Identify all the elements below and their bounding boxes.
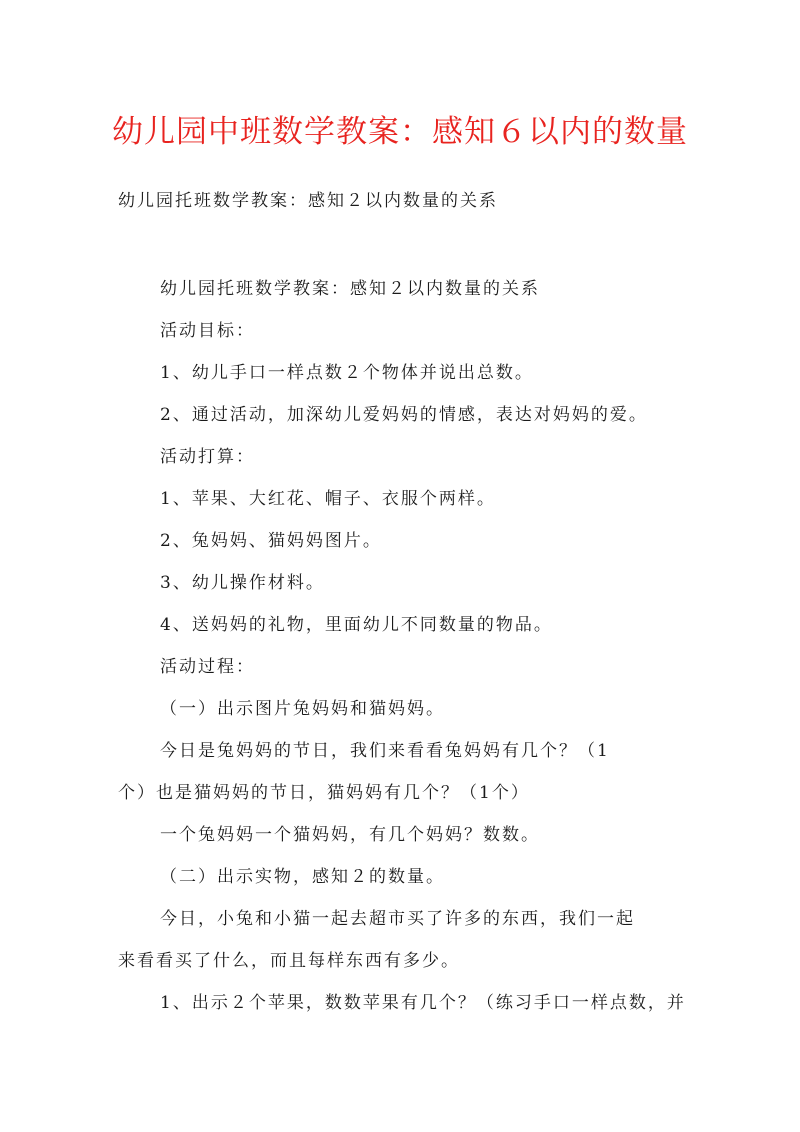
paragraph: 幼儿园托班数学教案：感知２以内数量的关系 [160, 279, 540, 299]
document-body [0, 268, 800, 1024]
paragraph: 今日，小兔和小猫一起去超市买了许多的东西，我们一起来看看买了什么，而且每样东西有多少。 [118, 909, 635, 971]
document-title: 幼儿园中班数学教案：感知６以内的数量 [112, 114, 688, 150]
document-subtitle: 幼儿园托班数学教案：感知２以内数量的关系 [118, 191, 498, 211]
paragraph: 1、出示２个苹果，数数苹果有几个？（练习手口一样点数，并 [160, 993, 686, 1013]
paragraph: 今日是兔妈妈的节日，我们来看看兔妈妈有几个？（1个）也是猫妈妈的节日，猫妈妈有几个？（1个） [118, 741, 610, 803]
paragraph: 1、幼儿手口一样点数２个物体并说出总数。 [160, 363, 534, 383]
paragraph: 活动打算： [160, 447, 255, 467]
paragraph: 活动目标： [160, 321, 255, 341]
paragraph: 1、苹果、大红花、帽子、衣服个两样。 [160, 489, 496, 509]
paragraph: 4、送妈妈的礼物，里面幼儿不同数量的物品。 [160, 615, 553, 635]
paragraph: 2、兔妈妈、猫妈妈图片。 [160, 531, 382, 551]
paragraph: （一）出示图片兔妈妈和猫妈妈。 [160, 699, 445, 719]
paragraph: 2、通过活动，加深幼儿爱妈妈的情感，表达对妈妈的爱。 [160, 405, 648, 425]
paragraph: 活动过程： [160, 657, 255, 677]
paragraph: 3、幼儿操作材料。 [160, 573, 325, 593]
paragraph: （二）出示实物，感知２的数量。 [160, 867, 445, 887]
paragraph: 一个兔妈妈一个猫妈妈，有几个妈妈？数数。 [160, 825, 540, 845]
